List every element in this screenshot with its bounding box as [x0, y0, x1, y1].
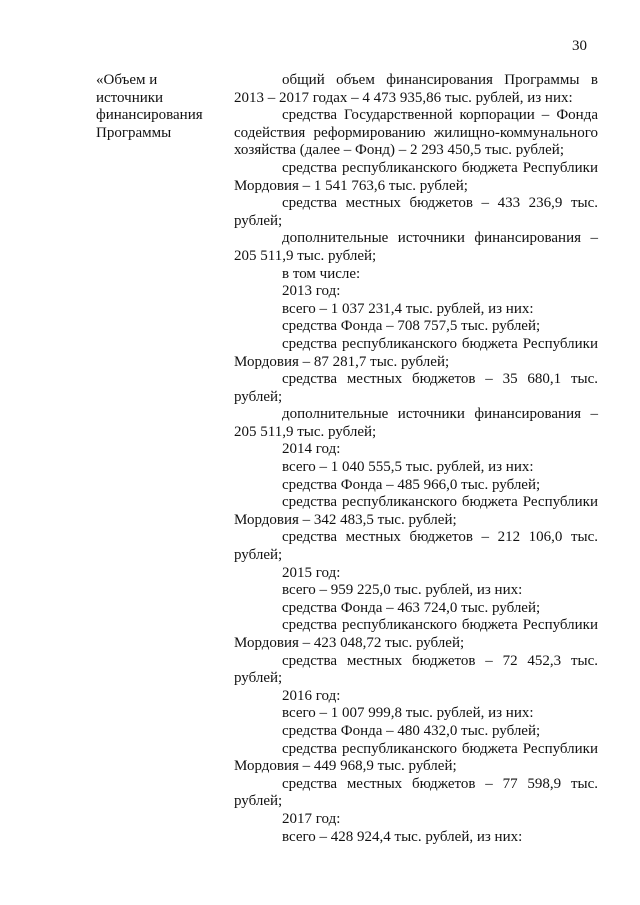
text-line: Мордовия – 342 483,5 тыс. рублей; [234, 511, 457, 528]
text-line: средства Фонда – 463 724,0 тыс. рублей; [282, 599, 541, 616]
text-line: рублей; [234, 793, 283, 810]
text-line: средства местных бюджетов – 77 598,9 тыс. [282, 775, 598, 792]
row-label-column [96, 72, 226, 142]
text-line: дополнительные источники финансирования – [282, 230, 598, 247]
text-line: рублей; [234, 547, 283, 564]
text-line: средства местных бюджетов – 433 236,9 тыс. [282, 195, 598, 212]
text-line: всего – 959 225,0 тыс. рублей, из них: [282, 582, 523, 599]
text-line: средства республиканского бюджета Республики [282, 494, 598, 511]
page-number: 30 [572, 38, 587, 54]
text-line: общий объем финансирования Программы в [282, 72, 598, 88]
text-line: средства республиканского бюджета Республики [282, 335, 598, 352]
text-line: Мордовия – 423 048,72 тыс. рублей; [234, 635, 465, 651]
text-line: 205 511,9 тыс. рублей; [234, 423, 377, 440]
text-line: всего – 428 924,4 тыс. рублей, из них: [282, 828, 523, 845]
text-line: средства Фонда – 485 966,0 тыс. рублей; [282, 476, 541, 493]
text-line: Мордовия – 87 281,7 тыс. рублей; [234, 353, 450, 370]
row-label-line: финансирования [96, 107, 203, 123]
text-line: средства республиканского бюджета Республики [282, 617, 598, 634]
row-label-line: Программы [96, 124, 172, 141]
text-line: всего – 1 037 231,4 тыс. рублей, из них: [282, 300, 534, 317]
text-line: Мордовия – 1 541 763,6 тыс. рублей; [234, 177, 468, 194]
year-heading: 2015 год: [282, 564, 341, 581]
text-line: содействия реформированию жилищно-коммунального [234, 124, 598, 141]
row-label-line: источники [96, 89, 164, 106]
year-heading: 2014 год: [282, 441, 341, 458]
text-line: дополнительные источники финансирования – [282, 406, 598, 423]
text-line: в том числе: [282, 265, 361, 282]
row-label-line: «Объем и [96, 72, 158, 88]
text-line: 2013 – 2017 годах – 4 473 935,86 тыс. рублей, из них: [234, 89, 573, 106]
text-line: средства республиканского бюджета Республики [282, 159, 598, 176]
year-heading: 2016 год: [282, 687, 341, 704]
year-heading: 2017 год: [282, 810, 341, 827]
text-line: средства Государственной корпорации – Фонда [282, 107, 598, 124]
text-line: всего – 1 007 999,8 тыс. рублей, из них: [282, 705, 534, 722]
financing-text-column [234, 72, 598, 846]
text-line: средства Фонда – 480 432,0 тыс. рублей; [282, 722, 541, 739]
text-line: средства республиканского бюджета Республики [282, 740, 598, 757]
text-line: средства Фонда – 708 757,5 тыс. рублей; [282, 318, 541, 335]
year-heading: 2013 год: [282, 283, 341, 300]
text-line: рублей; [234, 670, 283, 687]
text-line: Мордовия – 449 968,9 тыс. рублей; [234, 758, 457, 775]
text-line: рублей; [234, 212, 283, 229]
text-line: всего – 1 040 555,5 тыс. рублей, из них: [282, 459, 534, 476]
text-line: рублей; [234, 388, 283, 405]
text-line: 205 511,9 тыс. рублей; [234, 247, 377, 264]
text-line: средства местных бюджетов – 35 680,1 тыс. [282, 371, 598, 388]
text-line: средства местных бюджетов – 72 452,3 тыс. [282, 652, 598, 669]
text-line: хозяйства (далее – Фонд) – 2 293 450,5 тыс. рублей; [234, 142, 564, 159]
text-line: средства местных бюджетов – 212 106,0 тыс. [282, 529, 598, 546]
